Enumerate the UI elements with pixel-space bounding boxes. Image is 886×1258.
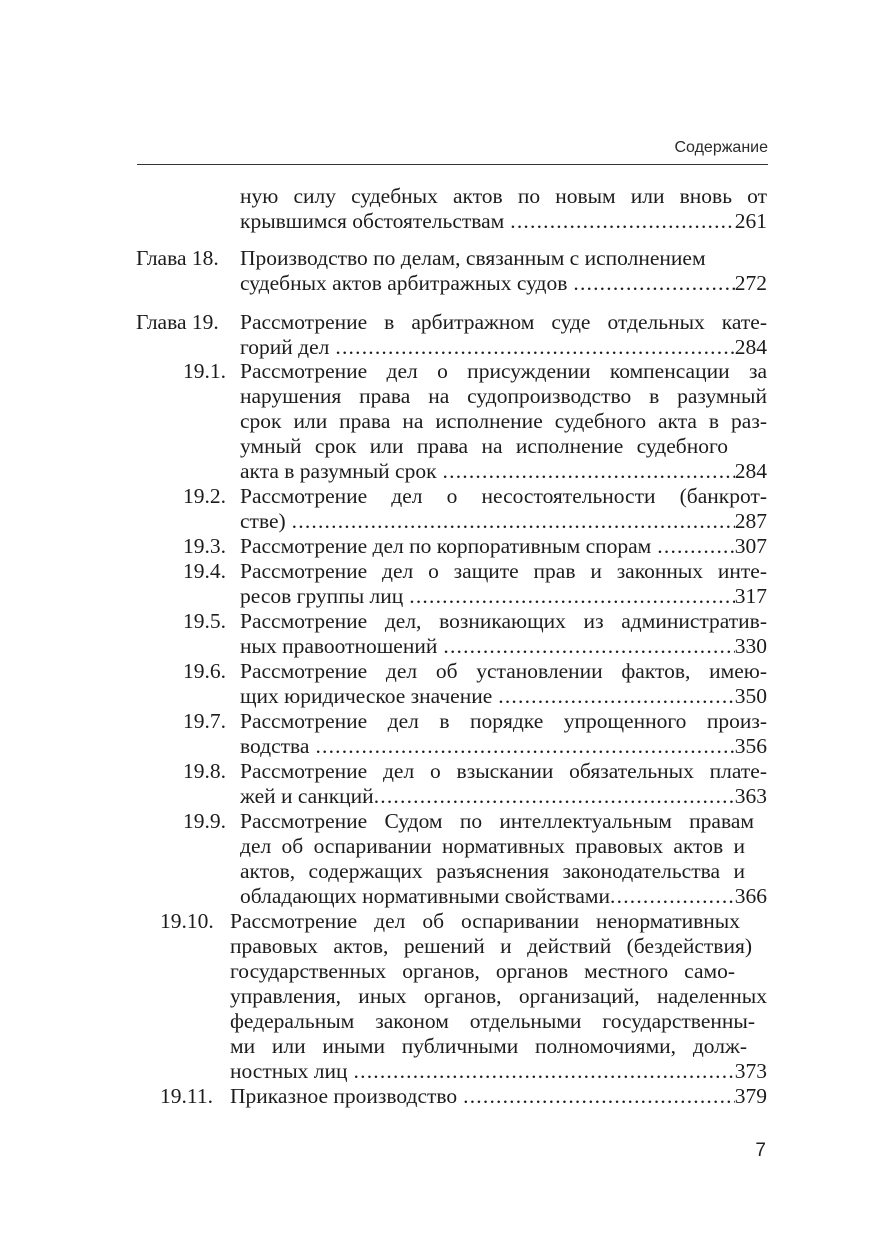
header-rule (137, 164, 768, 165)
toc-line-text: судебных актов арбитражных судов (240, 271, 568, 295)
toc-line: срок или права на исполнение судебного акта в раз- (240, 409, 767, 433)
toc-line: Производство по делам, связанным с исполнением (240, 246, 706, 270)
page-number: 330 (734, 634, 767, 658)
toc-line: Рассмотрение дел об оспаривании ненормативных (230, 909, 740, 933)
toc-line-text: Приказное производство (230, 1084, 458, 1108)
toc-line: Рассмотрение дел, возникающих из административ- (240, 609, 767, 633)
page-number: 284 (734, 335, 767, 359)
leader-dots (292, 508, 735, 534)
section-label: 19.1. (183, 359, 226, 383)
page-number: 317 (734, 584, 767, 608)
toc-line-leader (240, 583, 767, 609)
page-number: 373 (734, 1059, 767, 1083)
toc-line-leader (240, 508, 767, 534)
chapter-label: Глава 18. (136, 246, 219, 270)
toc-line-leader (240, 883, 767, 909)
page-number: 356 (734, 734, 767, 758)
page-number: 287 (734, 509, 767, 533)
leader-dots (374, 783, 735, 809)
toc-line-text: ресов группы лиц (240, 584, 404, 608)
toc-line-text: горий дел (240, 335, 330, 359)
toc-line: Рассмотрение дел в порядке упрощенного произ- (240, 709, 767, 733)
page-number: 366 (734, 884, 767, 908)
leader-dots (657, 533, 734, 559)
toc-line: ную силу судебных актов по новым или вновь от (240, 184, 767, 208)
toc-line-leader (240, 533, 767, 559)
toc-line-leader (240, 733, 767, 759)
toc-line-leader (240, 208, 767, 234)
toc-line-text: ных правоотношений (240, 634, 438, 658)
leader-dots (498, 683, 734, 709)
leader-dots (510, 208, 734, 234)
page-number: 350 (734, 684, 767, 708)
page-number: 363 (734, 784, 767, 808)
toc-line-text: акта в разумный срок (240, 459, 437, 483)
toc-line: Рассмотрение в арбитражном суде отдельных кате- (240, 310, 767, 334)
page-number: 272 (734, 271, 767, 295)
toc-line-leader (230, 1058, 767, 1084)
section-label: 19.10. (160, 909, 214, 933)
toc-line-text: обладающих нормативными свойствами (240, 884, 611, 908)
toc-line-text: Рассмотрение дел по корпоративным спорам (240, 534, 652, 558)
section-label: 19.3. (183, 534, 226, 558)
toc-line-leader (240, 683, 767, 709)
leader-dots (354, 1058, 735, 1084)
section-label: 19.9. (183, 809, 226, 833)
page-number: 284 (734, 459, 767, 483)
toc-line: Рассмотрение дел об установлении фактов, имею- (240, 659, 767, 683)
toc-line: правовых актов, решений и действий (бездействия) (230, 934, 752, 958)
page-folio: 7 (755, 1140, 766, 1161)
page-number: 307 (734, 534, 767, 558)
leader-dots (573, 270, 734, 296)
section-label: 19.4. (183, 559, 226, 583)
page-number: 261 (734, 209, 767, 233)
toc-line-text: стве) (240, 509, 286, 533)
toc-line: Рассмотрение дел о несостоятельности (банкрот- (240, 484, 767, 508)
leader-dots (610, 883, 735, 909)
section-label: 19.6. (183, 659, 226, 683)
toc-line-leader (240, 783, 767, 809)
toc-line: федеральным законом отдельными государственны- (230, 1009, 755, 1033)
page-number: 379 (734, 1084, 767, 1108)
leader-dots (335, 334, 734, 360)
section-label: 19.5. (183, 609, 226, 633)
section-label: 19.2. (183, 484, 226, 508)
toc-line-text: ностных лиц (230, 1059, 348, 1083)
toc-line: дел об оспаривании нормативных правовых актов и (240, 834, 745, 858)
leader-dots (443, 633, 734, 659)
toc-line-leader (240, 633, 767, 659)
toc-line-text: жей и санкций (240, 784, 374, 808)
leader-dots (315, 733, 734, 759)
toc-line: ми или иными публичными полномочиями, долж- (230, 1034, 747, 1058)
toc-line: умный срок или права на исполнение судебного (240, 434, 728, 458)
toc-line: государственных органов, органов местного само- (230, 959, 735, 983)
chapter-label: Глава 19. (136, 310, 219, 334)
leader-dots (463, 1083, 735, 1109)
leader-dots (409, 583, 734, 609)
toc-line: Рассмотрение Судом по интеллектуальным правам (240, 809, 754, 833)
toc-line: Рассмотрение дел о защите прав и законных инте- (240, 559, 767, 583)
section-label: 19.8. (183, 759, 226, 783)
toc-line: нарушения права на судопроизводство в разумный (240, 384, 767, 408)
toc-line-text: водства (240, 734, 310, 758)
toc-line: Рассмотрение дел о присуждении компенсации за (240, 359, 767, 383)
toc-line: управления, иных органов, организаций, наделенных (230, 984, 767, 1008)
toc-line-leader (240, 270, 767, 296)
toc-line-leader (240, 458, 767, 484)
leader-dots (443, 458, 735, 484)
toc-line: актов, содержащих разъяснения законодательства и (240, 859, 745, 883)
toc-line: Рассмотрение дел о взыскании обязательных плате- (240, 759, 767, 783)
toc-line-leader (240, 334, 767, 360)
toc-line-leader (230, 1083, 767, 1109)
toc-line-text: щих юридическое значение (240, 684, 493, 708)
section-label: 19.7. (183, 709, 226, 733)
running-head: Содержание (674, 139, 768, 156)
section-label: 19.11. (160, 1084, 213, 1108)
toc-line-text: крывшимся обстоятельствам (240, 209, 505, 233)
